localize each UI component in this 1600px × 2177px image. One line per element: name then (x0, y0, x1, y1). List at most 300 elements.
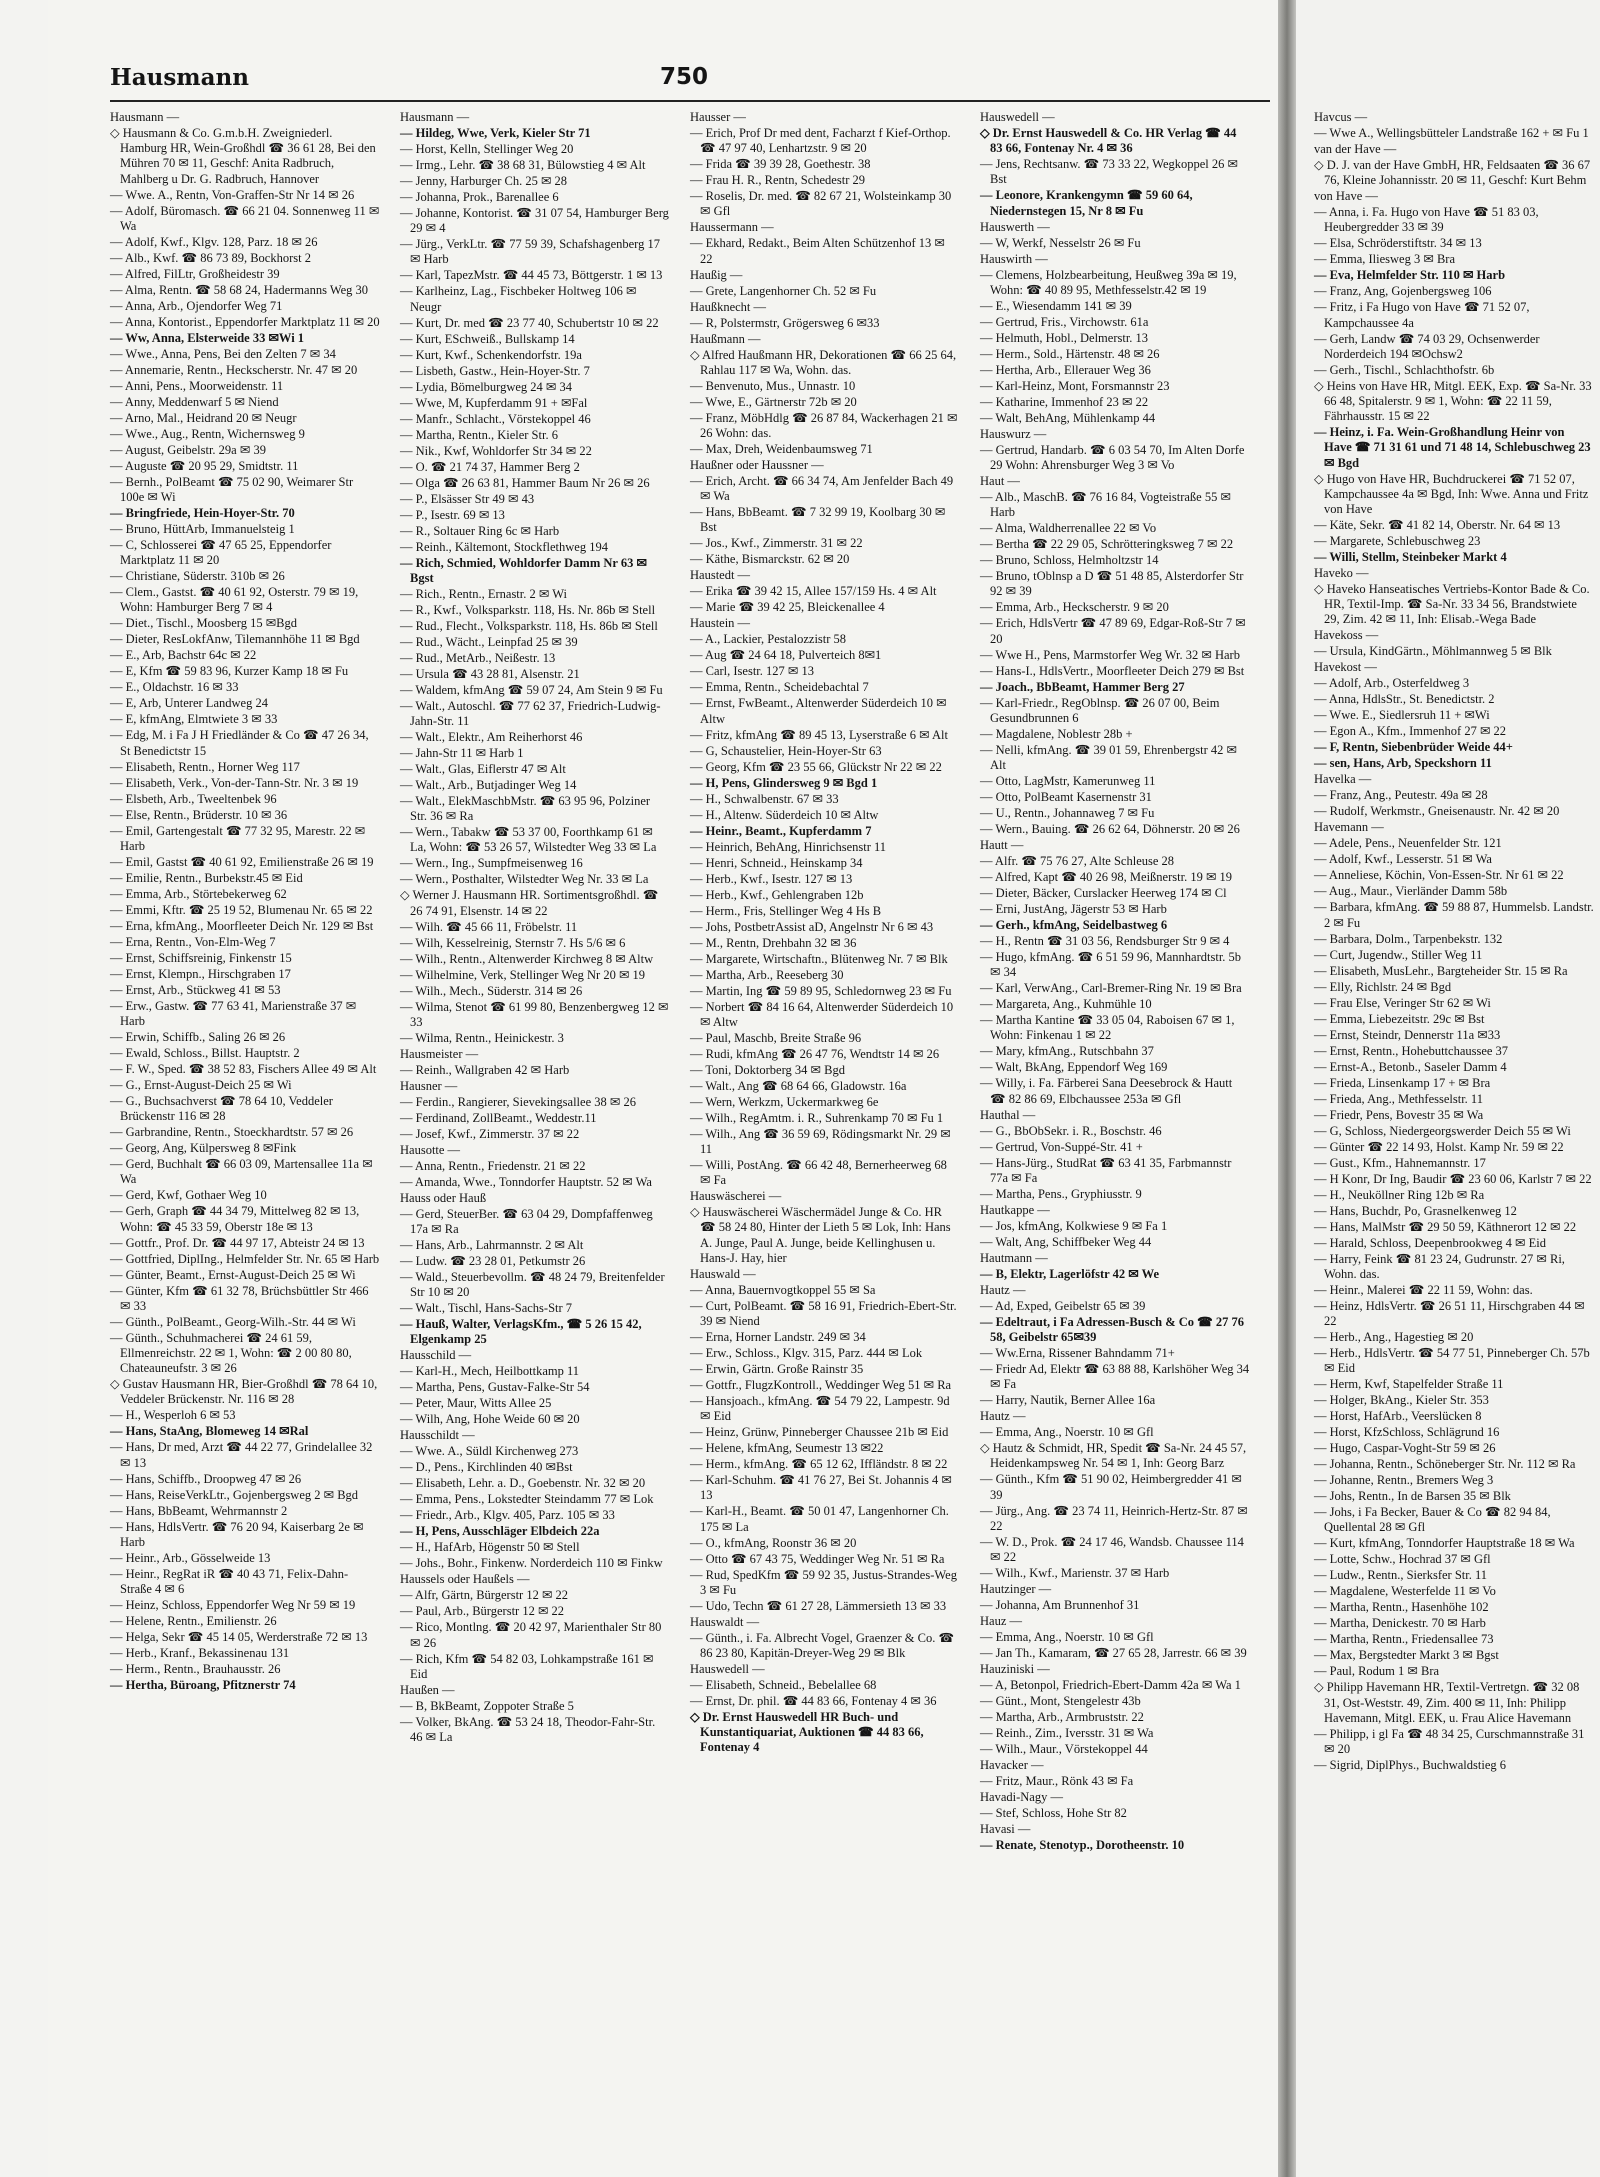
directory-entry: — Wern., Tabakw ☎ 53 37 00, Foorthkamp 61 ✉ La, Wohn: ☎ 53 26 57, Wilstedter Weg 33 ✉ La (400, 825, 657, 855)
directory-entry: — Walt., Elektr., Am Reiherhorst 46 (400, 730, 583, 745)
directory-entry: Hautz — (980, 1409, 1026, 1424)
directory-entry: — B, BkBeamt, Zoppoter Straße 5 (400, 1698, 574, 1713)
directory-entry: — Walt., Ang ☎ 68 64 66, Gladowstr. 16a (690, 1078, 907, 1093)
directory-entry: — G., BbObSekr. i. R., Boschstr. 46 (980, 1123, 1162, 1138)
directory-entry: — P., Elsässer Str 49 ✉ 43 (400, 491, 535, 506)
directory-entry: Haußig — (690, 267, 743, 282)
directory-entry: — Hans, Arb., Lahrmannstr. 2 ✉ Alt (400, 1238, 584, 1253)
directory-entry: — Waldem, kfmAng ☎ 59 07 24, Am Stein 9 ✉ Fu (400, 682, 663, 697)
directory-entry: — Diet., Tischl., Moosberg 15 ✉Bgd (110, 616, 297, 631)
directory-entry: — Wwe A., Wellingsbütteler Landstraße 162 + ✉ Fu 1 (1314, 126, 1589, 140)
directory-entry: — Martha Kantine ☎ 33 05 04, Raboisen 67 ✉ 1, Wohn: Finkenau 1 ✉ 22 (980, 1013, 1235, 1043)
column-4 (980, 110, 1250, 1854)
directory-entry: — Gertrud, Von-Suppé-Str. 41 + (980, 1139, 1143, 1154)
directory-entry: — Wilh., Mech., Süderstr. 314 ✉ 26 (400, 983, 583, 998)
directory-entry: — Jahn-Str 11 ✉ Harb 1 (400, 746, 524, 761)
directory-entry: — Wilh., Rentn., Altenwerder Kirchweg 8 ✉ Altw (400, 951, 654, 966)
directory-entry: — Erwin, Gärtn. Große Rainstr 35 (690, 1362, 864, 1377)
directory-entry: — Ferdinand, ZollBeamt., Weddestr.11 (400, 1110, 597, 1125)
directory-entry: — W. D., Prok. ☎ 24 17 46, Wandsb. Chaussee 114 ✉ 22 (980, 1534, 1244, 1565)
directory-entry: — Georg, Ang, Külpersweg 8 ✉Fink (110, 1141, 297, 1156)
directory-entry: — Mary, kfmAng., Rutschbahn 37 (980, 1044, 1154, 1059)
directory-entry: — Willy, i. Fa. Färberei Sana Deesebrock & Hautt ☎ 82 86 69, Elbchaussee 253a ✉ Gfl (980, 1076, 1233, 1106)
directory-entry: — Barbara, kfmAng. ☎ 59 88 87, Hummelsb. Landstr. 2 ✉ Fu (1314, 900, 1594, 930)
directory-entry: — Helene, Rentn., Emilienstr. 26 (110, 1614, 277, 1629)
directory-entry: — sen, Hans, Arb, Speckshorn 11 (1314, 756, 1492, 771)
directory-entry: — Rud., MetArb., Neißestr. 13 (400, 650, 556, 665)
directory-entry: — Curt, Jugendw., Stiller Weg 11 (1314, 947, 1483, 962)
directory-entry: — Wilhelmine, Verk, Stellinger Weg Nr 20 ✉ 19 (400, 967, 646, 982)
directory-entry: — Alfr, Gärtn, Bürgerstr 12 ✉ 22 (400, 1588, 569, 1603)
directory-entry: — Erna, kfmAng., Moorfleeter Deich Nr. 129 ✉ Bst (110, 918, 374, 933)
directory-entry: — Hans-I., HdlsVertr., Moorfleeter Deich 279 ✉ Bst (980, 663, 1245, 678)
directory-entry: — Curt, PolBeamt. ☎ 58 16 91, Friedrich-Ebert-Str. 39 ✉ Niend (690, 1298, 957, 1329)
directory-entry: — Emma, Iliesweg 3 ✉ Bra (1314, 252, 1455, 267)
directory-entry: — Johanna, Rentn., Schöneberger Str. Nr. 112 ✉ Ra (1314, 1457, 1576, 1472)
directory-entry: — U., Rentn., Johannaweg 7 ✉ Fu (980, 806, 1155, 821)
directory-entry: — Emma, Liebezeitstr. 29c ✉ Bst (1314, 1011, 1485, 1026)
directory-entry: — Anna, Bauernvogtkoppel 55 ✉ Sa (690, 1282, 876, 1297)
directory-entry: — Adolf, Arb., Osterfeldweg 3 (1314, 676, 1470, 691)
directory-entry: — Wern., Ing., Sumpfmeisenweg 16 (400, 856, 583, 871)
directory-entry: — Henri, Schneid., Heinskamp 34 (690, 855, 863, 870)
directory-entry: — R., Soltauer Ring 6c ✉ Harb (400, 523, 560, 538)
book-gutter (1278, 0, 1296, 2177)
directory-entry: — Herm., kfmAng. ☎ 65 12 62, Iffländstr. 8 ✉ 22 (690, 1457, 948, 1472)
directory-entry: — Gottfried, DiplIng., Helmfelder Str. Nr. 65 ✉ Harb (110, 1251, 380, 1266)
directory-entry: — Emma, Pens., Lokstedter Steindamm 77 ✉ Lok (400, 1492, 654, 1507)
directory-entry: — Heinr., RegRat iR ☎ 40 43 71, Felix-Dahn-Straße 4 ✉ 6 (110, 1566, 349, 1597)
directory-entry: — Hertha, Büroang, Pfitznerstr 74 (110, 1678, 296, 1693)
directory-entry: — Herb., Kwf., Gehlengraben 12b (690, 887, 864, 902)
directory-entry: — Rud., Flecht., Volksparkstr. 118, Hs. 86b ✉ Stell (400, 618, 658, 633)
directory-entry: — Hans, StaAng, Blomeweg 14 ✉Ral (110, 1424, 309, 1439)
directory-entry: — Harald, Schloss, Deepenbrookweg 4 ✉ Eid (1314, 1235, 1546, 1250)
directory-entry: — Erna, Rentn., Von-Elm-Weg 7 (110, 934, 276, 949)
directory-entry: — Fritz, Maur., Rönk 43 ✉ Fa (980, 1774, 1134, 1789)
directory-entry: — Sigrid, DiplPhys., Buchwaldstieg 6 (1314, 1758, 1507, 1773)
directory-entry: — Manfr., Schlacht., Vörstekoppel 46 (400, 411, 591, 426)
directory-entry: ◇ Hugo von Have HR, Buchdruckerei ☎ 71 52 07, Kampchaussee 4a ✉ Bgd, Inh: Wwe. Anna und Fritz von Have (1314, 471, 1589, 517)
directory-entry: — Margarete, Schlebuschweg 23 (1314, 534, 1481, 549)
directory-entry: — Günth., Kfm ☎ 51 90 02, Heimbergredder 41 ✉ 39 (980, 1472, 1242, 1502)
directory-entry: — Grete, Langenhorner Ch. 52 ✉ Fu (690, 283, 877, 298)
directory-entry: ◇ Heins von Have HR, Mitgl. EEK, Exp. ☎ Sa-Nr. 33 66 48, Spitalerstr. 9 ✉ 1, Wohn: ☎ 22 11 59, Fährhausstr. 15 ✉ 22 (1314, 378, 1592, 424)
directory-entry: — Jürg., VerkLtr. ☎ 77 59 39, Schafshagenberg 17 ✉ Harb (400, 237, 660, 267)
directory-entry: — E, Kfm ☎ 59 83 96, Kurzer Kamp 18 ✉ Fu (110, 664, 349, 679)
directory-entry: — Leonore, Krankengymn ☎ 59 60 64, Niedernstegen 15, Nr 8 ✉ Fu (980, 188, 1193, 218)
directory-entry: — Wern., Posthalter, Wilstedter Weg Nr. 33 ✉ La (400, 872, 649, 887)
directory-entry: — Anneliese, Köchin, Von-Essen-Str. Nr 61 ✉ 22 (1314, 868, 1564, 883)
directory-entry: — P., Isestr. 69 ✉ 13 (400, 507, 505, 522)
directory-entry: — Gerh, Graph ☎ 44 34 79, Mittelweg 82 ✉ 13, Wohn: ☎ 45 33 59, Oberstr 18e ✉ 13 (110, 1204, 360, 1234)
directory-entry: — Karl-Friedr., RegOblnsp. ☎ 26 07 00, Beim Gesundbrunnen 6 (980, 695, 1220, 725)
directory-entry: — Wern., Bauing. ☎ 26 62 64, Döhnerstr. 20 ✉ 26 (980, 822, 1240, 837)
page-title: Hausmann (110, 64, 249, 91)
directory-entry: — Ursula, KindGärtn., Möhlmannweg 5 ✉ Blk (1314, 644, 1552, 659)
directory-entry: — Gottfr., FlugzKontroll., Weddinger Weg 51 ✉ Ra (690, 1378, 952, 1393)
directory-entry: — Martha, Rentn., Kieler Str. 6 (400, 427, 558, 442)
directory-entry: — Irmg., Lehr. ☎ 38 68 31, Bülowstieg 4 ✉ Alt (400, 158, 646, 172)
directory-entry: — F. W., Sped. ☎ 38 52 83, Fischers Allee 49 ✉ Alt (110, 1062, 377, 1077)
directory-entry: — Walt., Glas, Eiflerstr 47 ✉ Alt (400, 762, 566, 777)
directory-entry: — Olga ☎ 26 63 81, Hammer Baum Nr 26 ✉ 26 (400, 475, 650, 490)
directory-entry: — Erich, HdlsVertr ☎ 47 89 69, Edgar-Roß-Str 7 ✉ 20 (980, 616, 1246, 646)
directory-entry: — C, Schlosserei ☎ 47 65 25, Eppendorfer Marktplatz 11 ✉ 20 (110, 538, 332, 568)
directory-entry: — Jenny, Harburger Ch. 25 ✉ 28 (400, 174, 568, 188)
directory-entry: — Wilma, Stenot ☎ 61 99 80, Benzenbergweg 12 ✉ 33 (400, 999, 669, 1029)
directory-entry: — Gerd, Buchhalt ☎ 66 03 09, Martensallee 11a ✉ Wa (110, 1157, 373, 1187)
directory-entry: ◇ Philipp Havemann HR, Textil-Vertretgn. ☎ 32 08 31, Ost-Weststr. 49, Zim. 400 ✉ 11, Inh: Philipp Havemann, Mitgl. EEK, u. Frau Alice Havemann (1314, 1680, 1580, 1725)
directory-entry: — Ernst, Dr. phil. ☎ 44 83 66, Fontenay 4 ✉ 36 (690, 1694, 937, 1709)
directory-entry: — E, kfmAng, Elmtwiete 3 ✉ 33 (110, 712, 278, 727)
directory-entry: — Hildeg, Wwe, Verk, Kieler Str 71 (400, 126, 591, 140)
directory-entry: Hausotte — (400, 1142, 461, 1157)
directory-entry: — R, Polstermstr, Grögersweg 6 ✉33 (690, 315, 880, 330)
directory-entry: — Otto, LagMstr, Kamerunweg 11 (980, 774, 1156, 789)
directory-entry: — August, Geibelstr. 29a ✉ 39 (110, 442, 266, 457)
directory-entry: Hausschildt — (400, 1428, 475, 1443)
directory-entry: — M., Rentn, Drehbahn 32 ✉ 36 (690, 935, 857, 950)
directory-entry: — Martha, Arb., Reeseberg 30 (690, 967, 844, 982)
directory-entry: — Emmi, Kftr. ☎ 25 19 52, Blumenau Nr. 65 ✉ 22 (110, 902, 373, 917)
directory-entry: — Ewald, Schloss., Billst. Hauptstr. 2 (110, 1046, 300, 1061)
directory-entry: — Anna, HdlsStr., St. Benedictstr. 2 (1314, 692, 1495, 707)
directory-entry: — Elsa, Schröderstiftstr. 34 ✉ 13 (1314, 236, 1482, 251)
directory-entry: — Else, Rentn., Brüderstr. 10 ✉ 36 (110, 807, 288, 822)
directory-entry: — Philipp, i gl Fa ☎ 48 34 25, Curschmannstraße 31 ✉ 20 (1314, 1726, 1585, 1757)
directory-entry: — Erich, Prof Dr med dent, Facharzt f Kief-Orthop. ☎ 47 97 40, Lenhartzstr. 9 ✉ 20 (690, 126, 951, 156)
directory-entry: — Elisabeth, Lehr. a. D., Goebenstr. Nr. 32 ✉ 20 (400, 1476, 646, 1491)
directory-entry: — Rud, SpedKfm ☎ 59 92 35, Justus-Strandes-Weg 3 ✉ Fu (690, 1567, 957, 1597)
directory-entry: — Magdalene, Noblestr 28b + (980, 726, 1133, 741)
directory-entry: — Ludw. ☎ 23 28 01, Petkumstr 26 (400, 1254, 586, 1269)
directory-entry: — Johanna, Prok., Barenallee 6 (400, 190, 559, 204)
directory-entry: — Fritz, i Fa Hugo von Have ☎ 71 52 07, Kampchaussee 4a (1314, 300, 1530, 330)
directory-entry: — Margareta, Ang., Kuhmühle 10 (980, 997, 1152, 1012)
directory-entry: Hauswaldt — (690, 1614, 760, 1629)
directory-entry: — Max, Bergstedter Markt 3 ✉ Bgst (1314, 1648, 1499, 1663)
directory-entry: — Marie ☎ 39 42 25, Bleickenallee 4 (690, 600, 885, 615)
directory-entry: Hausschild — (400, 1348, 472, 1363)
directory-entry: — Auguste ☎ 20 95 29, Smidtstr. 11 (110, 458, 299, 473)
directory-entry: — Frieda, Ang., Methfesselstr. 11 (1314, 1091, 1483, 1106)
directory-entry: — Heinz, Schloss, Eppendorfer Weg Nr 59 ✉ 19 (110, 1598, 356, 1613)
directory-entry: — H., Schwalbenstr. 67 ✉ 33 (690, 791, 839, 806)
directory-entry: ◇ Hauswäscherei Wäschermädel Junge & Co. HR ☎ 58 24 80, Hinter der Lieth 5 ✉ Lok, Inh: Hans A. Junge, Paul A. Junge, beide Kellinghusen u. Hans-J. Hay, hier (690, 1205, 951, 1265)
directory-entry: — G., Buchsachverst ☎ 78 64 10, Veddeler Brückenstr 116 ✉ 28 (110, 1094, 333, 1124)
directory-entry: — Erika ☎ 39 42 15, Allee 157/159 Hs. 4 ✉ Alt (690, 584, 937, 599)
directory-entry: Haussels oder Haußels — (400, 1572, 530, 1587)
directory-entry: — Ernst, Schiffsreinig, Finkenstr 15 (110, 950, 292, 965)
directory-entry: — Günt., Mont, Stengelestr 43b (980, 1694, 1141, 1709)
directory-entry: — Edeltraut, i Fa Adressen-Busch & Co ☎ 27 76 58, Geibelstr 65✉39 (980, 1314, 1244, 1345)
directory-entry: — Herb., Kwf., Isestr. 127 ✉ 13 (690, 871, 853, 886)
directory-entry: — Ww.Erna, Rissener Bahndamm 71+ (980, 1346, 1175, 1361)
directory-entry: — Emma, Arb., Heckscherstr. 9 ✉ 20 (980, 600, 1169, 615)
directory-entry: — Ernst, Steindr, Dennerstr 11a ✉33 (1314, 1027, 1501, 1042)
directory-entry: — Johanna, Am Brunnenhof 31 (980, 1598, 1140, 1613)
directory-entry: Hausser — (690, 110, 746, 124)
directory-entry: — Rich., Rentn., Ernastr. 2 ✉ Wi (400, 586, 568, 601)
directory-entry: — Rich, Kfm ☎ 54 82 03, Lohkampstraße 161 ✉ Eid (400, 1651, 654, 1681)
directory-entry: — Rico, Montlng. ☎ 20 42 97, Marienthaler Str 80 ✉ 26 (400, 1620, 662, 1650)
directory-entry: — Ernst, Klempn., Hirschgraben 17 (110, 966, 291, 981)
directory-entry: — H., Rentn ☎ 31 03 56, Rendsburger Str 9 ✉ 4 (980, 934, 1230, 949)
directory-entry: — Karl-H., Beamt. ☎ 50 01 47, Langenhorner Ch. 175 ✉ La (690, 1504, 949, 1534)
directory-entry: — Stef, Schloss, Hohe Str 82 (980, 1806, 1127, 1821)
directory-entry: — Jos, kfmAng, Kolkwiese 9 ✉ Fa 1 (980, 1218, 1168, 1233)
directory-entry: — Emma, Ang., Noerstr. 10 ✉ Gfl (980, 1425, 1154, 1440)
directory-entry: — Carl, Isestr. 127 ✉ 13 (690, 664, 815, 679)
directory-entry: — Franz, MöbHdlg ☎ 26 87 84, Wackerhagen 21 ✉ 26 Wohn: das. (690, 410, 958, 441)
directory-entry: — Herm., Rentn., Brauhausstr. 26 (110, 1662, 281, 1677)
directory-entry: — Dieter, Bäcker, Curslacker Heerweg 174 ✉ Cl (980, 886, 1227, 901)
directory-entry: Hautkappe — (980, 1202, 1050, 1217)
directory-entry: — Otto, PolBeamt Kasernenstr 31 (980, 790, 1152, 805)
directory-entry: — A., Lackier, Pestalozzistr 58 (690, 632, 847, 647)
directory-entry: Havekost — (1314, 660, 1377, 675)
directory-page (48, 0, 1278, 2177)
directory-entry: — Kurt, ESchweiß., Bullskamp 14 (400, 331, 575, 346)
directory-entry: — Frida ☎ 39 39 28, Goethestr. 38 (690, 157, 871, 172)
directory-entry: — Herb., Kranf., Bekassinenau 131 (110, 1646, 290, 1661)
directory-entry: — O., kfmAng, Roonstr 36 ✉ 20 (690, 1535, 857, 1550)
directory-entry: — Ww, Anna, Elsterweide 33 ✉Wi 1 (110, 330, 305, 345)
directory-entry: — Kurt, kfmAng, Tonndorfer Hauptstraße 18 ✉ Wa (1314, 1536, 1575, 1551)
directory-entry: Havelka — (1314, 772, 1372, 787)
directory-entry: — Wilh., Kwf., Marienstr. 37 ✉ Harb (980, 1566, 1170, 1581)
directory-entry: — Hugo, Caspar-Voght-Str 59 ✉ 26 (1314, 1441, 1496, 1456)
directory-entry: — Willi, PostAng. ☎ 66 42 48, Bernerheerweg 68 ✉ Fa (690, 1158, 947, 1188)
directory-entry: — Alb., MaschB. ☎ 76 16 84, Vogteistraße 55 ✉ Harb (980, 490, 1231, 520)
directory-entry: — Heinz, HdlsVertr. ☎ 26 51 11, Hirschgraben 44 ✉ 22 (1314, 1298, 1585, 1329)
directory-entry: — E, Arb, Unterer Landweg 24 (110, 696, 268, 711)
directory-entry: — Herb., Ang., Hagestieg ✉ 20 (1314, 1330, 1474, 1345)
directory-entry: — Wald., Steuerbevollm. ☎ 48 24 79, Breitenfelder Str 10 ✉ 20 (400, 1270, 665, 1300)
directory-entry: — Christiane, Süderstr. 310b ✉ 26 (110, 569, 285, 584)
directory-entry: — Friedr Ad, Elektr ☎ 63 88 88, Karlshöher Weg 34 ✉ Fa (980, 1362, 1250, 1392)
directory-entry: — Ferdin., Rangierer, Sievekingsallee 38 ✉ 26 (400, 1094, 636, 1109)
directory-entry: — Ad, Exped, Geibelstr 65 ✉ 39 (980, 1298, 1146, 1313)
directory-entry: — Georg, Kfm ☎ 23 55 66, Glückstr Nr 22 ✉ 22 (690, 759, 942, 774)
directory-entry: — H., Neuköllner Ring 12b ✉ Ra (1314, 1187, 1485, 1202)
directory-entry: — Gerh, Landw ☎ 74 03 29, Ochsenwerder Norderdeich 194 ✉Ochsw2 (1314, 331, 1540, 361)
directory-entry: — Ernst, Arb., Stückweg 41 ✉ 53 (110, 982, 281, 997)
directory-entry: — Karl-Heinz, Mont, Forsmannstr 23 (980, 378, 1170, 393)
directory-entry: — Aug ☎ 24 64 18, Pulverteich 8✉1 (690, 648, 882, 663)
directory-entry: — Helga, Sekr ☎ 45 14 05, Werderstraße 72 ✉ 13 (110, 1630, 368, 1645)
directory-entry: — Günth., PolBeamt., Georg-Wilh.-Str. 44 ✉ Wi (110, 1314, 356, 1329)
directory-entry: — Renate, Stenotyp., Dorotheenstr. 10 (980, 1838, 1185, 1853)
directory-entry: — Hans-Jürg., StudRat ☎ 63 41 35, Farbmannstr 77a ✉ Fa (980, 1155, 1232, 1185)
directory-entry: — Wwe., Anna, Pens, Bei den Zelten 7 ✉ 34 (110, 346, 336, 361)
directory-entry: — Reinh., Wallgraben 42 ✉ Harb (400, 1062, 570, 1077)
directory-entry: — Wilh. ☎ 45 66 11, Fröbelstr. 11 (400, 919, 578, 934)
directory-entry: — Rich, Schmied, Wohldorfer Damm Nr 63 ✉ Bgst (400, 555, 647, 585)
directory-entry: — Jan Th., Kamaram, ☎ 27 65 28, Jarrestr. 66 ✉ 39 (980, 1646, 1247, 1661)
directory-entry: — Edg, M. i Fa J H Friedländer & Co ☎ 47 26 34, St Benedictstr 15 (110, 728, 369, 758)
directory-entry: — Gerh., kfmAng, Seidelbastweg 6 (980, 918, 1168, 933)
directory-entry: — Hertha, Arb., Ellerauer Weg 36 (980, 362, 1151, 377)
directory-entry: — Fritz, kfmAng ☎ 89 45 13, Lyserstraße 6 ✉ Alt (690, 727, 948, 742)
directory-entry: — H., Wesperloh 6 ✉ 53 (110, 1408, 236, 1423)
directory-entry: — Martha, Pens., Gryphiusstr. 9 (980, 1186, 1142, 1201)
directory-entry: — Horst, Kelln, Stellinger Weg 20 (400, 142, 574, 156)
column-3 (690, 110, 960, 1756)
directory-entry: Hautz — (980, 1282, 1026, 1297)
directory-entry: Haustein — (690, 616, 751, 631)
directory-entry: — Max, Dreh, Weidenbaumsweg 71 (690, 442, 873, 457)
directory-entry: Hauswurz — (980, 426, 1047, 441)
directory-entry: — Kurt, Kwf., Schenkendorfstr. 19a (400, 347, 582, 362)
directory-entry: — Lisbeth, Gastw., Hein-Hoyer-Str. 7 (400, 363, 590, 378)
scan-border (0, 0, 48, 2177)
directory-entry: — Willi, Stellm, Steinbeker Markt 4 (1314, 550, 1507, 565)
directory-entry: — Amanda, Wwe., Tonndorfer Hauptstr. 52 ✉ Wa (400, 1174, 652, 1189)
directory-entry: Havemann — (1314, 820, 1384, 835)
directory-entry: — Friedr., Arb., Klgv. 405, Parz. 105 ✉ 33 (400, 1508, 615, 1523)
directory-entry: — H, Pens, Glindersweg 9 ✉ Bgd 1 (690, 775, 878, 790)
directory-entry: — G, Schaustelier, Hein-Hoyer-Str 63 (690, 743, 882, 758)
directory-entry: — Johs, PostbetrAssist aD, Angelnstr Nr 6 ✉ 43 (690, 919, 934, 934)
directory-entry: — Heinr., Beamt., Kupferdamm 7 (690, 823, 872, 838)
directory-entry: — Anni, Pens., Moorweidenstr. 11 (110, 378, 284, 393)
directory-entry: — Roselis, Dr. med. ☎ 82 67 21, Wolsteinkamp 30 ✉ Gfl (690, 189, 952, 219)
directory-entry: — Elsbeth, Arb., Tweeltenbek 96 (110, 791, 277, 806)
directory-entry: — Nik., Kwf, Wohldorfer Str 34 ✉ 22 (400, 443, 592, 458)
directory-entry: — Günter, Beamt., Ernst-August-Deich 25 ✉ Wi (110, 1267, 356, 1282)
column-1 (110, 110, 380, 1694)
directory-entry: ◇ D. J. van der Have GmbH, HR, Feldsaaten ☎ 36 67 76, Kleine Johannisstr. 20 ✉ 11, Geschf: Kurt Behm (1314, 158, 1591, 188)
directory-entry: — Johs, i Fa Becker, Bauer & Co ☎ 82 94 84, Quellental 28 ✉ Gfl (1314, 1505, 1551, 1535)
column-5 (1314, 110, 1594, 1774)
directory-entry: — Käthe, Bismarckstr. 62 ✉ 20 (690, 552, 850, 567)
directory-entry: — H, Pens, Ausschläger Elbdeich 22a (400, 1524, 600, 1539)
directory-entry: — Hans, Buchdr, Po, Grasnelkenweg 12 (1314, 1203, 1517, 1218)
directory-entry: — O. ☎ 21 74 37, Hammer Berg 2 (400, 459, 580, 474)
directory-entry: — Volker, BkAng. ☎ 53 24 18, Theodor-Fahr-Str. 46 ✉ La (400, 1714, 656, 1745)
directory-entry: Haussermann — (690, 220, 774, 235)
directory-entry: Havekoss — (1314, 628, 1379, 643)
directory-entry: — Emma, Arb., Störtebekerweg 62 (110, 886, 287, 901)
directory-entry: — Clem., Gastst. ☎ 40 61 92, Osterstr. 79 ✉ 19, Wohn: Hamburger Berg 7 ✉ 4 (110, 585, 359, 615)
directory-entry: — Horst, HafArb., Veerslücken 8 (1314, 1409, 1482, 1424)
directory-entry: — Karl-H., Mech, Heilbottkamp 11 (400, 1364, 580, 1379)
directory-entry: Havadi-Nagy — (980, 1790, 1063, 1805)
directory-entry: — Helmuth, Hobl., Delmerstr. 13 (980, 330, 1149, 345)
directory-entry: — Frau H. R., Rentn, Schedestr 29 (690, 173, 865, 188)
directory-entry: — Alfred, FilLtr, Großheidestr 39 (110, 266, 280, 281)
directory-entry: — Hans, BbBeamt. ☎ 7 32 99 19, Koolbarg 30 ✉ Bst (690, 505, 946, 535)
directory-entry: — Walt., ElekMaschbMstr. ☎ 63 95 96, Polziner Str. 36 ✉ Ra (400, 794, 651, 824)
directory-entry: — Reinh., Zim., Iversstr. 31 ✉ Wa (980, 1726, 1154, 1741)
directory-entry: — Wilh, Ang, Hohe Weide 60 ✉ 20 (400, 1412, 580, 1427)
directory-entry: — Barbara, Dolm., Tarpenbekstr. 132 (1314, 931, 1503, 946)
directory-entry: — Alfred, Kapt ☎ 40 26 98, Meißnerstr. 19 ✉ 19 (980, 870, 1233, 885)
directory-entry: — Martha, Pens, Gustav-Falke-Str 54 (400, 1380, 590, 1395)
directory-entry: — Heinz, i. Fa. Wein-Großhandlung Heinr von Have ☎ 71 31 61 und 71 48 14, Schlebuschweg 23 ✉ Bgd (1314, 425, 1591, 470)
directory-entry: Haußner oder Haussner — (690, 458, 824, 473)
directory-entry: — E., Arb, Bachstr 64c ✉ 22 (110, 648, 257, 663)
directory-entry: — Günth., i. Fa. Albrecht Vogel, Graenzer & Co. ☎ 86 23 80, Kapitän-Dreyer-Weg 29 ✉ Blk (690, 1630, 955, 1661)
directory-entry: Hausmann — (110, 110, 180, 124)
directory-entry: — Aug., Maur., Vierländer Damm 58b (1314, 884, 1508, 899)
directory-entry: — Franz, Ang, Gojenbergsweg 106 (1314, 284, 1492, 299)
directory-entry: — Wwe, E., Gärtnerstr 72b ✉ 20 (690, 394, 857, 409)
directory-entry: — Otto ☎ 67 43 75, Weddinger Weg Nr. 51 ✉ Ra (690, 1551, 945, 1566)
directory-entry: — Karl, VerwAng., Carl-Bremer-Ring Nr. 19 ✉ Bra (980, 981, 1242, 996)
directory-entry: — Katharine, Immenhof 23 ✉ 22 (980, 394, 1149, 409)
page-header (110, 62, 1270, 102)
column-2 (400, 110, 670, 1746)
directory-entry: — Karlheinz, Lag., Fischbeker Holtweg 106 ✉ Neugr (400, 284, 637, 314)
directory-entry: — Johs., Bohr., Finkenw. Norderdeich 110 ✉ Finkw (400, 1556, 663, 1571)
directory-entry: — Emilie, Rentn., Burbekstr.45 ✉ Eid (110, 870, 303, 885)
directory-entry: — Elisabeth, Rentn., Horner Weg 117 (110, 759, 300, 774)
directory-entry: — D., Pens., Kirchlinden 40 ✉Bst (400, 1460, 573, 1475)
header-rule (110, 100, 1270, 102)
directory-entry: — Martha, Denickestr. 70 ✉ Harb (1314, 1616, 1486, 1631)
directory-entry: — A, Betonpol, Friedrich-Ebert-Damm 42a ✉ Wa 1 (980, 1678, 1241, 1693)
directory-entry: — F, Rentn, Siebenbrüder Weide 44+ (1314, 740, 1513, 755)
directory-entry: — H., Altenw. Süderdeich 10 ✉ Altw (690, 807, 879, 822)
directory-entry: — Wwe, M, Kupferdamm 91 + ✉Fal (400, 395, 588, 410)
directory-entry: — Hans, HdlsVertr. ☎ 76 20 94, Kaiserbarg 2e ✉ Harb (110, 1519, 364, 1549)
directory-entry: — Emil, Gastst ☎ 40 61 92, Emilienstraße 26 ✉ 19 (110, 854, 374, 869)
directory-entry: — Emma, Ang., Noerstr. 10 ✉ Gfl (980, 1630, 1154, 1645)
directory-entry: — Bertha ☎ 22 29 05, Schrötteringksweg 7 ✉ 22 (980, 537, 1234, 552)
directory-entry: — Günter ☎ 22 14 93, Holst. Kamp Nr. 59 ✉ 22 (1314, 1139, 1564, 1154)
directory-entry: — Walt., Arb., Butjadinger Weg 14 (400, 778, 577, 793)
directory-entry: — Walt, BkAng, Eppendorf Weg 169 (980, 1060, 1168, 1075)
directory-entry: — Garbrandine, Rentn., Stoeckhardtstr. 57 ✉ 26 (110, 1125, 354, 1140)
directory-entry: ◇ Alfred Haußmann HR, Dekorationen ☎ 66 25 64, Rahlau 117 ✉ Wa, Wohn. das. (690, 347, 957, 377)
directory-entry: — Erw., Schloss., Klgv. 315, Parz. 444 ✉ Lok (690, 1346, 923, 1361)
directory-entry: Hauthal — (980, 1107, 1036, 1122)
directory-entry: — Frieda, Linsenkamp 17 + ✉ Bra (1314, 1075, 1491, 1090)
directory-entry: — Paul, Maschb, Breite Straße 96 (690, 1030, 862, 1045)
directory-entry: — Clemens, Holzbearbeitung, Heußweg 39a ✉ 19, Wohn: ☎ 40 89 95, Methfesselstr.42 ✉ 19 (980, 267, 1237, 297)
directory-entry: — Martha, Rentn., Friedensallee 73 (1314, 1632, 1494, 1647)
directory-entry: — Elisabeth, Verk., Von-der-Tann-Str. Nr. 3 ✉ 19 (110, 775, 359, 790)
directory-entry: — Alma, Rentn. ☎ 58 68 24, Hadermanns Weg 30 (110, 282, 369, 297)
directory-entry: — Johs, Rentn., In de Barsen 35 ✉ Blk (1314, 1489, 1511, 1504)
directory-entry: Haut — (980, 474, 1020, 489)
directory-entry: — Martha, Rentn., Hasenhöhe 102 (1314, 1600, 1489, 1615)
directory-entry: Havcus — (1314, 110, 1368, 124)
directory-entry: — Wwe H., Pens, Marmstorfer Weg Wr. 32 ✉ Harb (980, 647, 1240, 662)
directory-entry: — Elisabeth, MusLehr., Bargteheider Str. 15 ✉ Ra (1314, 963, 1568, 978)
directory-entry: — Ernst-A., Betonb., Saseler Damm 4 (1314, 1059, 1507, 1074)
directory-entry: — Eva, Helmfelder Str. 110 ✉ Harb (1314, 268, 1506, 283)
directory-entry: — Erw., Gastw. ☎ 77 63 41, Marienstraße 37 ✉ Harb (110, 998, 357, 1029)
directory-entry: — Ursula ☎ 43 28 81, Alsenstr. 21 (400, 666, 580, 681)
directory-entry: — Heinr., Malerei ☎ 22 11 59, Wohn: das. (1314, 1282, 1533, 1297)
directory-entry: — Horst, KfzSchloss, Schlägrund 16 (1314, 1425, 1500, 1440)
directory-entry: — Bruno, Schloss, Helmholtzstr 14 (980, 553, 1159, 568)
directory-entry: — E., Oldachstr. 16 ✉ 33 (110, 680, 239, 695)
directory-entry: — Paul, Arb., Bürgerstr 12 ✉ 22 (400, 1604, 565, 1619)
directory-entry: — Frau Else, Veringer Str 62 ✉ Wi (1314, 995, 1491, 1010)
directory-entry: — Karl-Schuhm. ☎ 41 76 27, Bei St. Johannis 4 ✉ 13 (690, 1473, 952, 1503)
directory-entry: Hauswedell — (690, 1662, 765, 1677)
directory-entry: — Walt., Tischl, Hans-Sachs-Str 7 (400, 1301, 573, 1316)
directory-entry: — Herm., Sold., Härtenstr. 48 ✉ 26 (980, 346, 1160, 361)
directory-entry: Hautmann — (980, 1250, 1048, 1265)
directory-entry: Haveko — (1314, 566, 1369, 581)
directory-entry: — Emma, Rentn., Scheidebachtal 7 (690, 680, 869, 695)
